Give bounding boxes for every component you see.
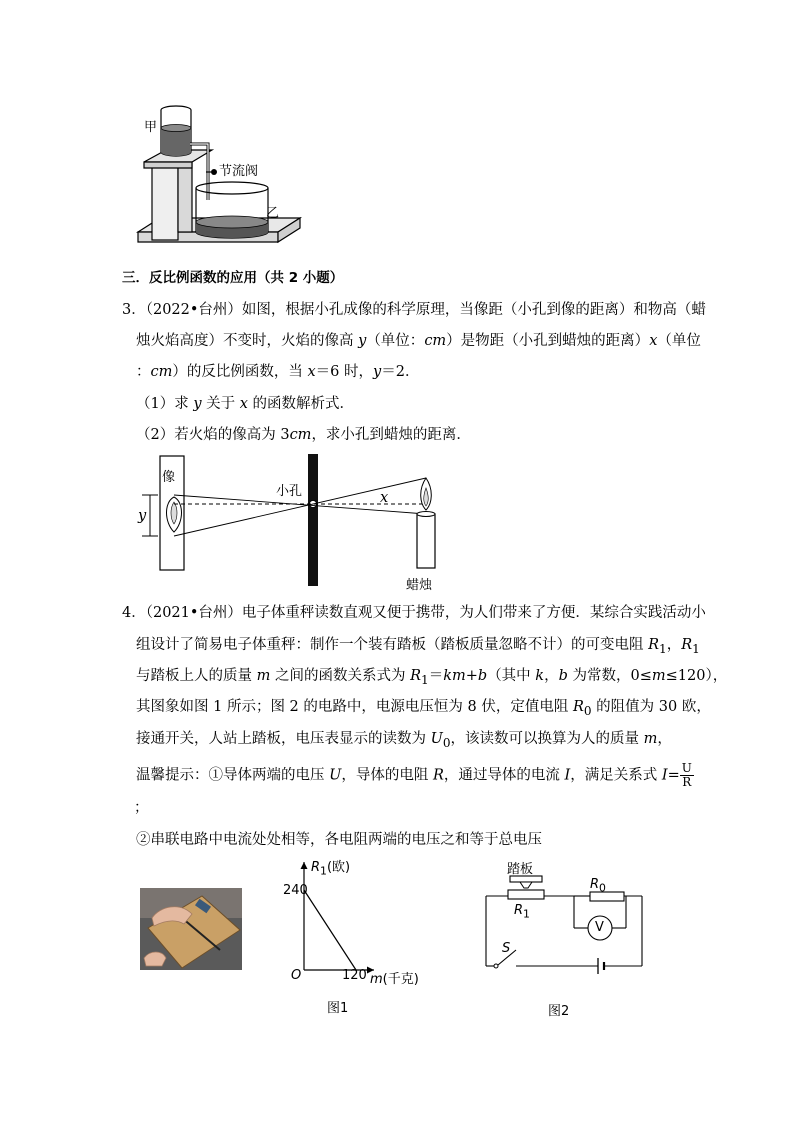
q3-line2: 烛火焰高度）不变时，火焰的像高 y（单位：cm）是物距（小孔到蜡烛的距离）x（单位 [136,333,701,349]
graph1-x-tick: 120 [342,968,367,983]
pinhole-label-hole: 小孔 [276,484,303,499]
pinhole-label-x: x [380,490,389,506]
q4-line1: 4．（2021•台州）电子体重秤读数直观又便于携带，为人们带来了方便．某综合实践活动小 [122,605,706,621]
circuit-pedal-label: 踏板 [507,862,534,877]
scale-photo [140,888,242,970]
q4-line2: 组设计了简易电子体重秤：制作一个装有踏板（踏板质量忽略不计）的可变电阻 $R_1$，$R_1$ [136,637,700,656]
q4-line6: 温馨提示：①导体两端的电压 U，导体的电阻 R，通过导体的电流 I，满足关系式 I= $\frac{U}{R}$ [136,761,692,789]
q4-line3: 与踏板上人的质量 m 之间的函数关系式为 $R_1=km+b$（其中 k，b 为常数，0≤m≤120）， [136,668,728,687]
pinhole-label-image: 像 [162,470,176,485]
label-jia: 甲 [144,120,158,135]
graph1-caption: 图1 [327,1001,349,1016]
circuit-caption: 图2 [548,1004,570,1019]
label-valve: 节流阀 [219,164,259,179]
pinhole-label-candle: 蜡烛 [406,578,433,593]
q4-line4: 其图象如图 1 所示；图 2 的电路中，电源电压恒为 8 伏，定值电阻 $R_0$ 的阻值为 30 欧， [136,699,711,718]
q4-line5: 接通开关，人站上踏板，电压表显示的读数为 $U_0$，该读数可以换算为人的质量 m， [136,731,672,750]
q3-line3: ：cm）的反比例函数，当 x＝6 时，y＝2． [136,364,420,380]
section-heading: 三．反比例函数的应用（共 2 小题） [122,270,344,286]
circuit-r1-label: $R_1$ [514,903,530,921]
pinhole-figure [130,452,450,597]
q3-sub1: （1）求 y 关于 x 的函数解析式． [136,396,355,412]
label-yi: 乙 [266,206,280,221]
graph1-y-label: $R_1$(欧) [311,860,351,878]
circuit-r0-label: $R_0$ [590,877,606,895]
circuit-switch-label: S [502,941,511,956]
fraction-u-over-r: $\frac{U}{R}$ [681,761,692,789]
graph1-x-label: m(千克) [370,972,419,987]
graph1-y-tick: 240 [283,883,308,898]
pinhole-label-y: y [138,508,147,524]
q4-line7: ； [134,800,149,816]
circuit-voltmeter-label: V [595,920,604,935]
q4-line8: ②串联电路中电流处处相等，各电阻两端的电压之和等于总电压 [136,832,542,848]
graph1-line [304,890,356,970]
q3-line1: 3．（2022•台州）如图，根据小孔成像的科学原理，当像距（小孔到像的距离）和物高（蜡 [122,302,706,318]
q3-sub2: （2）若火焰的像高为 3cm，求小孔到蜡烛的距离． [136,427,471,443]
graph1-origin: O [291,968,302,983]
